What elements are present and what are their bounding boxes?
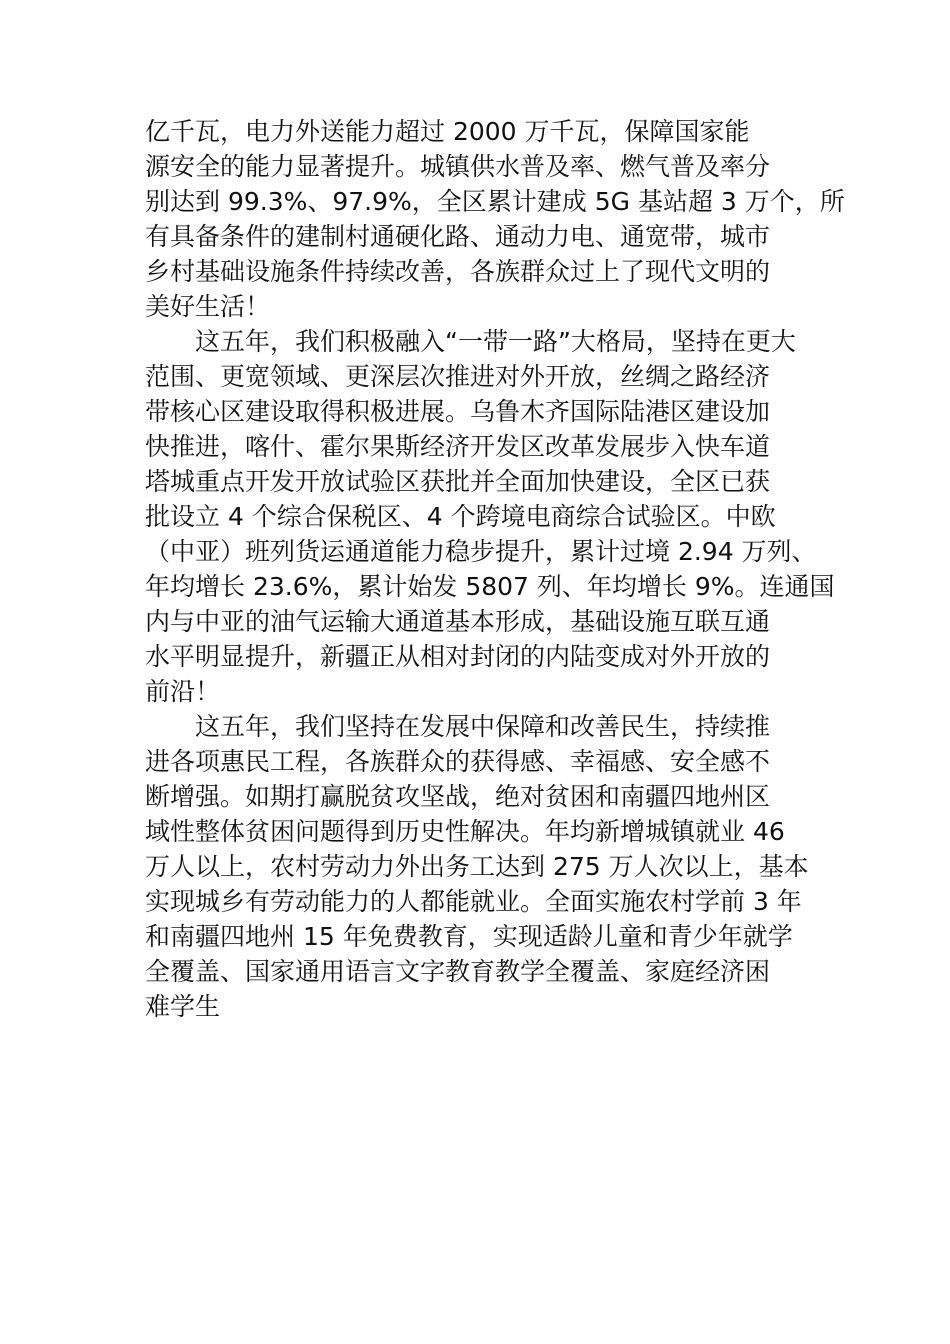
text-line: 范围、更宽领域、更深层次推进对外开放，丝绸之路经济 xyxy=(145,362,771,391)
text-line: 批设立 4 个综合保税区、4 个跨境电商综合试验区。中欧 xyxy=(145,502,776,531)
text-line: 这五年，我们坚持在发展中保障和改善民生，持续推 xyxy=(195,712,771,741)
text-line: 内与中亚的油气运输大通道基本形成，基础设施互联互通 xyxy=(145,607,771,636)
text-line: （中亚）班列货运通道能力稳步提升，累计过境 2.94 万列、 xyxy=(145,537,817,566)
text-line: 亿千瓦，电力外送能力超过 2000 万千瓦，保障国家能 xyxy=(145,117,750,146)
text-line: 进各项惠民工程，各族群众的获得感、幸福感、安全感不 xyxy=(145,747,771,776)
text-line: 有具备条件的建制村通硬化路、通动力电、通宽带，城市 xyxy=(145,222,771,251)
text-line: 万人以上，农村劳动力外出务工达到 275 万人次以上，基本 xyxy=(145,852,809,881)
text-line: 乡村基础设施条件持续改善，各族群众过上了现代文明的 xyxy=(145,257,771,286)
text-line: 实现城乡有劳动能力的人都能就业。全面实施农村学前 3 年 xyxy=(145,887,802,916)
text-line: 快推进，喀什、霍尔果斯经济开发区改革发展步入快车道 xyxy=(145,432,771,461)
text-line: 带核心区建设取得积极进展。乌鲁木齐国际陆港区建设加 xyxy=(145,397,771,426)
text-line: 域性整体贫困问题得到历史性解决。年均新增城镇就业 46 xyxy=(145,817,785,846)
text-line: 源安全的能力显著提升。城镇供水普及率、燃气普及率分 xyxy=(145,152,771,181)
text-line: 断增强。如期打赢脱贫攻坚战，绝对贫困和南疆四地州区 xyxy=(145,782,771,811)
text-line: 前沿！ xyxy=(145,677,221,706)
text-line: 年均增长 23.6%，累计始发 5807 列、年均增长 9%。连通国 xyxy=(145,572,835,601)
document-body xyxy=(145,114,845,1024)
paragraph-3 xyxy=(145,709,815,1024)
paragraph-2 xyxy=(145,324,835,709)
text-line: 别达到 99.3%、97.9%，全区累计建成 5G 基站超 3 万个，所 xyxy=(145,187,845,216)
text-line: 难学生 xyxy=(145,992,221,1021)
text-line: 塔城重点开发开放试验区获批并全面加快建设，全区已获 xyxy=(145,467,771,496)
paragraph-1 xyxy=(145,114,845,324)
text-line: 这五年，我们积极融入“一带一路”大格局，坚持在更大 xyxy=(195,327,796,356)
text-line: 和南疆四地州 15 年免费教育，实现适龄儿童和青少年就学 xyxy=(145,922,793,951)
text-line: 水平明显提升，新疆正从相对封闭的内陆变成对外开放的 xyxy=(145,642,771,671)
text-line: 全覆盖、国家通用语言文字教育教学全覆盖、家庭经济困 xyxy=(145,957,771,986)
text-line: 美好生活！ xyxy=(145,292,271,321)
